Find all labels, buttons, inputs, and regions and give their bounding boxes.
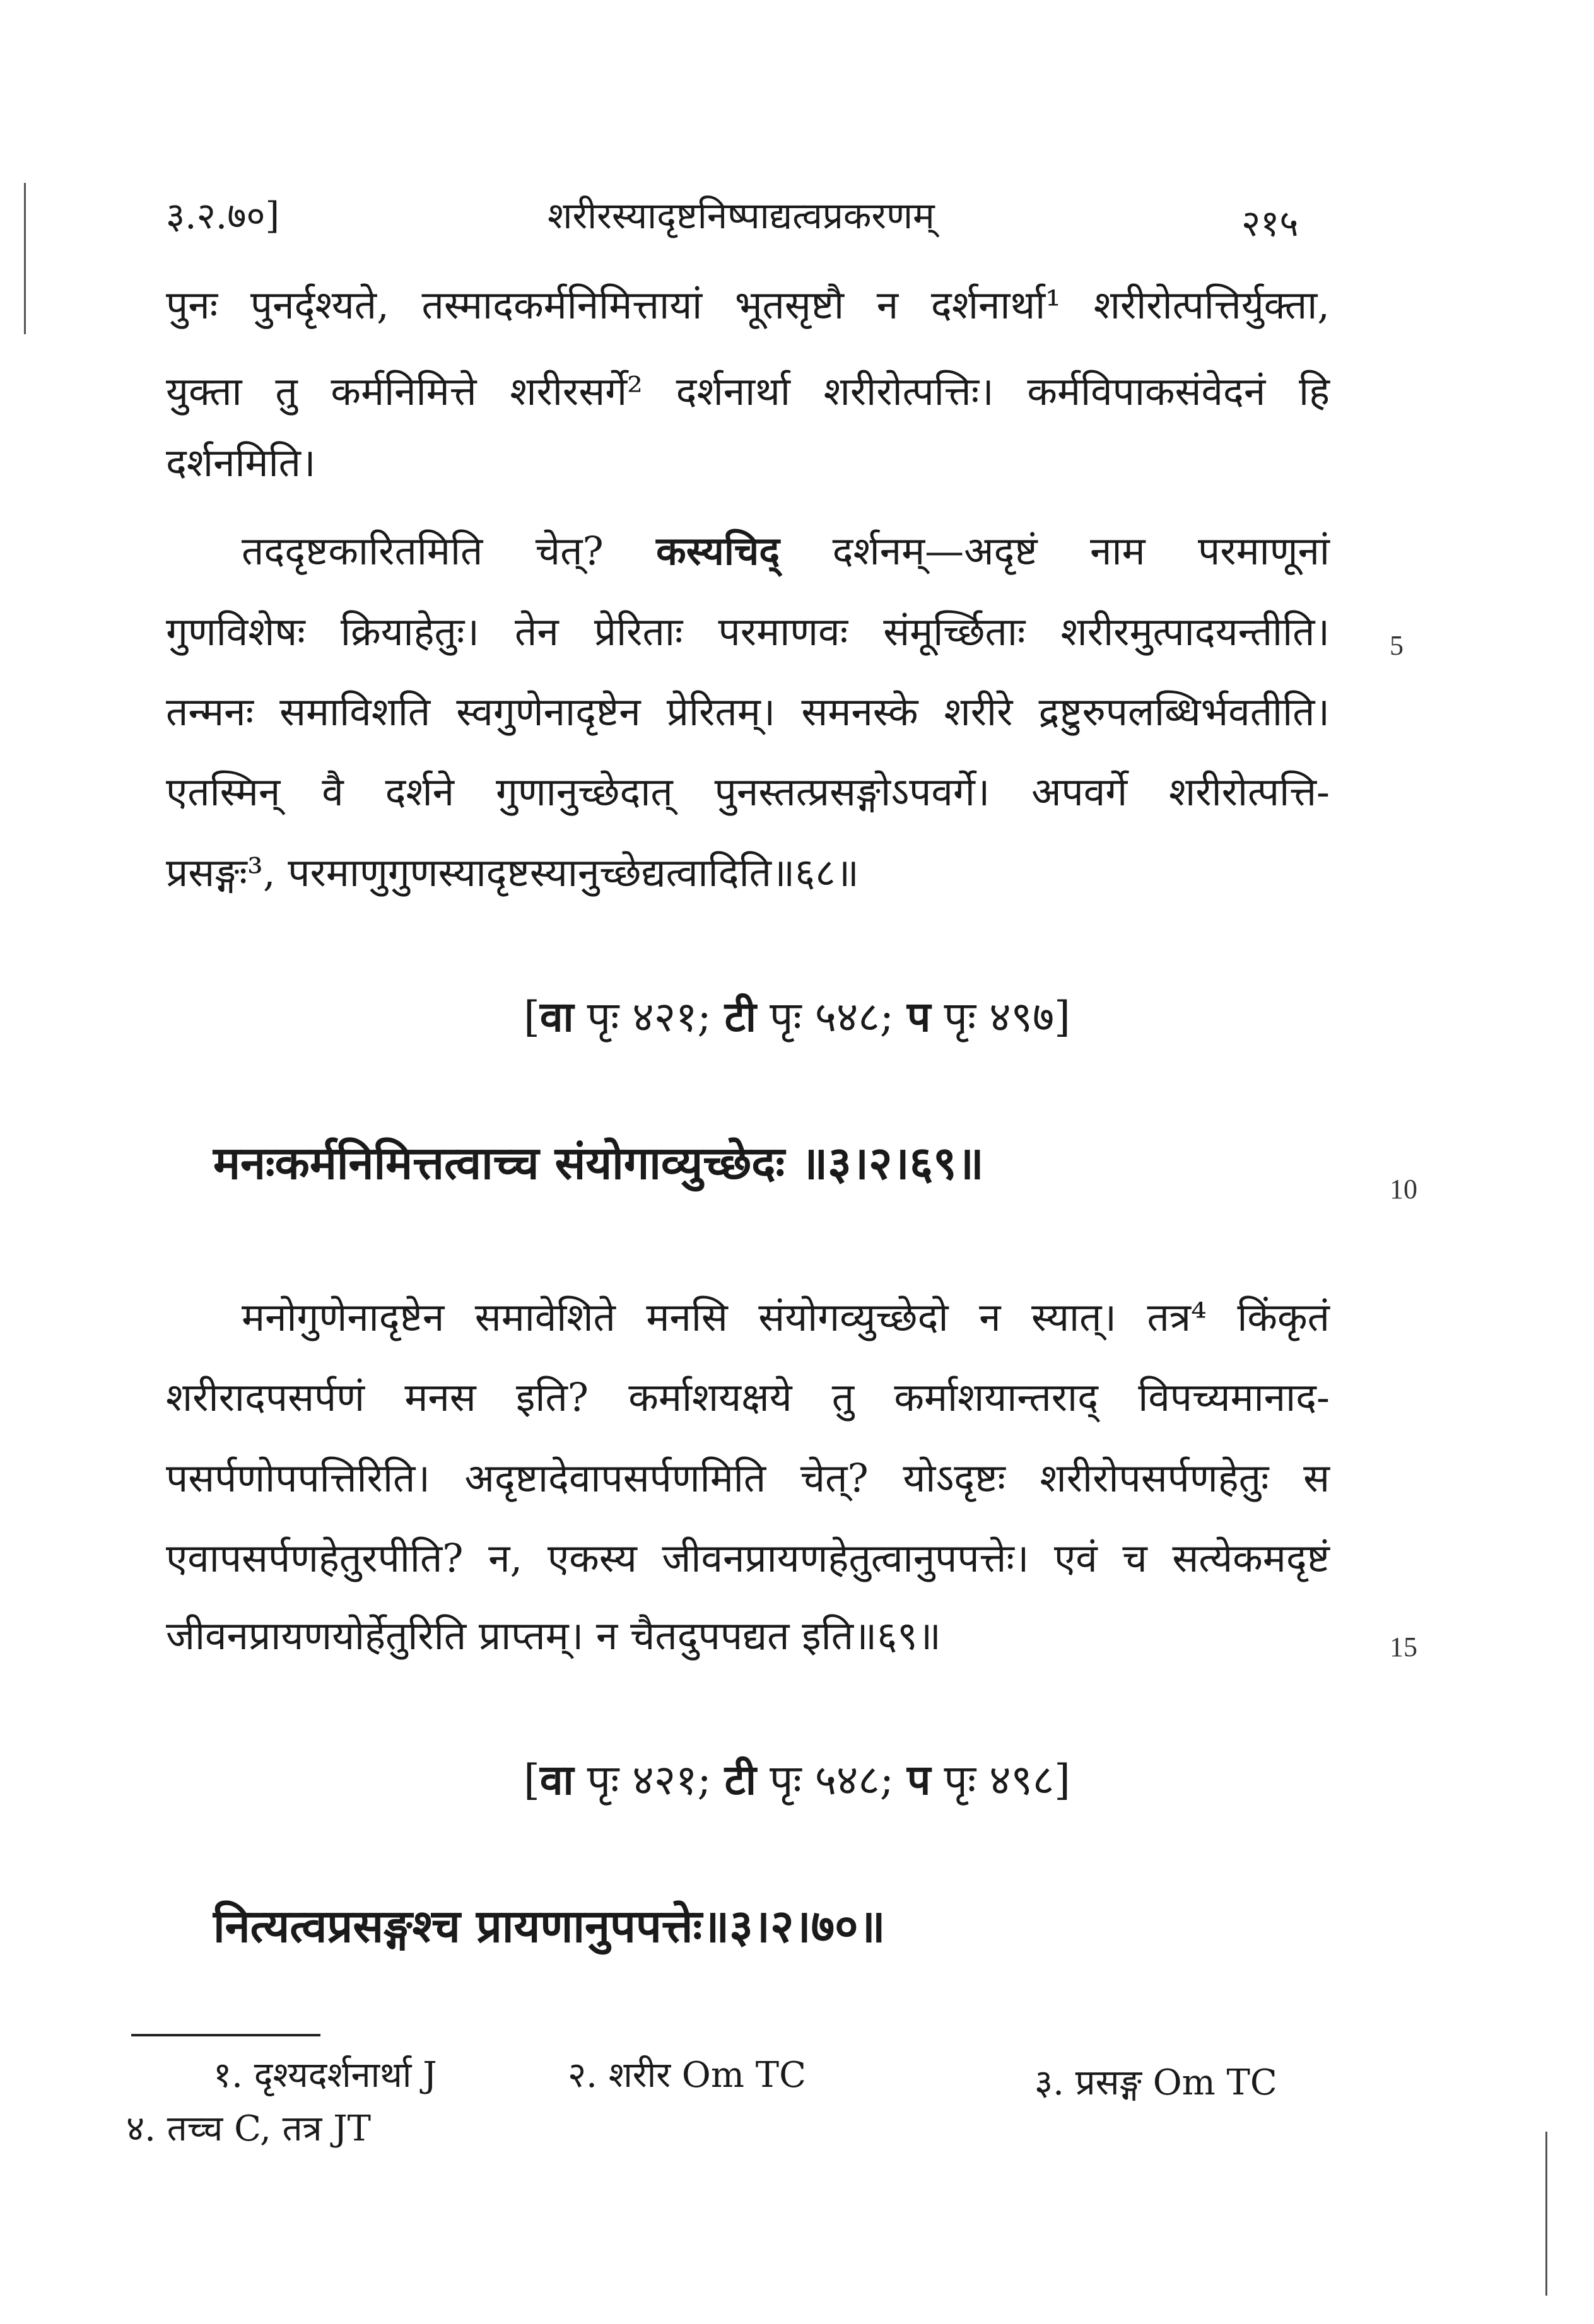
paragraph-3-line-5: जीवनप्रायणयोर्हेतुरिति प्राप्तम्। न चैतदुपपद्यत इति॥६९॥	[166, 1613, 941, 1659]
paragraph-2-text-cont: दर्शनम्—अदृष्टं नाम परमाणूनां	[832, 528, 1330, 574]
paragraph-2-line-5: प्रसङ्गः³, परमाणुगुणस्यादृष्टस्यानुच्छेद्यत्वादिति॥६८॥	[166, 850, 859, 896]
ref2-va: वा	[539, 1755, 574, 1804]
footnote-rule	[131, 2034, 320, 2036]
paragraph-3-line-4: एवापसर्पणहेतुरपीति? न, एकस्य जीवनप्रायणहेतुत्वानुपपत्तेः। एवं च सत्येकमदृष्टं	[166, 1535, 1330, 1581]
margin-mark-left	[24, 183, 26, 334]
paragraph-2-bold-word: कस्यचिद्	[656, 528, 780, 574]
paragraph-3-line-2: शरीरादपसर्पणं मनस इति? कर्माशयक्षये तु कर्माशयान्तराद् विपच्यमानाद-	[166, 1374, 1330, 1420]
ref2-ti: टी	[724, 1755, 756, 1804]
sutra-70: नित्यत्वप्रसङ्गश्च प्रायणानुपपत्तेः॥३।२।७०॥	[213, 1899, 886, 1953]
ref2-ti-page: पृः ५४८;	[769, 1756, 894, 1804]
paragraph-1-line-3: दर्शनमिति।	[166, 440, 316, 486]
footnote-2: २. शरीर Om TC	[568, 2055, 806, 2096]
ref2-pa: प	[906, 1755, 931, 1804]
paragraph-2-line-2: गुणविशेषः क्रियाहेतुः। तेन प्रेरिताः परमाणवः संमूर्च्छिताः शरीरमुत्पादयन्तीति।	[166, 609, 1330, 655]
ref1-ti-page: पृः ५४८;	[769, 993, 894, 1041]
paragraph-1-line-2: युक्ता तु कर्मनिमित्ते शरीरसर्गे² दर्शनार्था शरीरोत्पत्तिः। कर्मविपाकसंवेदनं हि	[166, 368, 1330, 414]
paragraph-3-line-1: मनोगुणेनादृष्टेन समावेशिते मनसि संयोगव्युच्छेदो न स्यात्। तत्र⁴ किंकृतं	[242, 1294, 1330, 1340]
paragraph-3-line-3: पसर्पणोपपत्तिरिति। अदृष्टादेवापसर्पणमिति चेत्? योऽदृष्टः शरीरोपसर्पणहेतुः स	[166, 1455, 1330, 1501]
footnote-1: १. दृश्यदर्शनार्था J	[213, 2055, 437, 2096]
reference-line-2	[0, 1750, 1594, 1807]
footnote-4: ४. तच्च C, तत्र JT	[126, 2108, 372, 2149]
footnote-3: ३. प्रसङ्ग Om TC	[1034, 2062, 1277, 2103]
ref1-va: वा	[539, 992, 574, 1041]
header-page-number: २१५	[1241, 202, 1299, 245]
ref2-va-page: पृः ४२१;	[587, 1756, 712, 1804]
ref1-ti: टी	[724, 992, 756, 1041]
ref2-pa-page: पृः ४९८]	[944, 1756, 1070, 1804]
margin-mark-right	[1545, 2132, 1547, 2296]
ref1-open: [	[524, 993, 540, 1041]
reference-line-1	[0, 987, 1594, 1044]
paragraph-2-line-1	[242, 523, 1330, 576]
paragraph-2-text: तददृष्टकारितमिति चेत्?	[242, 528, 604, 574]
header-section-number: ३.२.७०]	[166, 194, 280, 237]
ref1-pa-page: पृः ४९७]	[944, 993, 1070, 1041]
line-number-15: 15	[1390, 1632, 1417, 1662]
ref1-pa: प	[906, 992, 931, 1041]
line-number-10: 10	[1390, 1174, 1417, 1205]
ref1-va-page: पृः ४२१;	[587, 993, 712, 1041]
line-number-5: 5	[1390, 630, 1404, 661]
paragraph-1-line-1: पुनः पुनर्दृश्यते, तस्मादकर्मनिमित्तायां भूतसृष्टौ न दर्शनार्था¹ शरीरोत्पत्तिर्युक्ता,	[166, 282, 1330, 328]
header-title: शरीरस्यादृष्टनिष्पाद्यत्वप्रकरणम्	[548, 194, 935, 237]
sutra-69: मनःकर्मनिमित्तत्वाच्च संयोगाव्युच्छेदः ॥३।२।६९॥	[213, 1136, 984, 1189]
ref2-open: [	[524, 1756, 540, 1804]
paragraph-2-line-3: तन्मनः समाविशति स्वगुणेनादृष्टेन प्रेरितम्। समनस्के शरीरे द्रष्टुरुपलब्धिर्भवतीति।	[166, 689, 1330, 735]
paragraph-2-line-4: एतस्मिन् वै दर्शने गुणानुच्छेदात् पुनस्तत्प्रसङ्गोऽपवर्गे। अपवर्गे शरीरोत्पत्ति-	[166, 769, 1330, 815]
